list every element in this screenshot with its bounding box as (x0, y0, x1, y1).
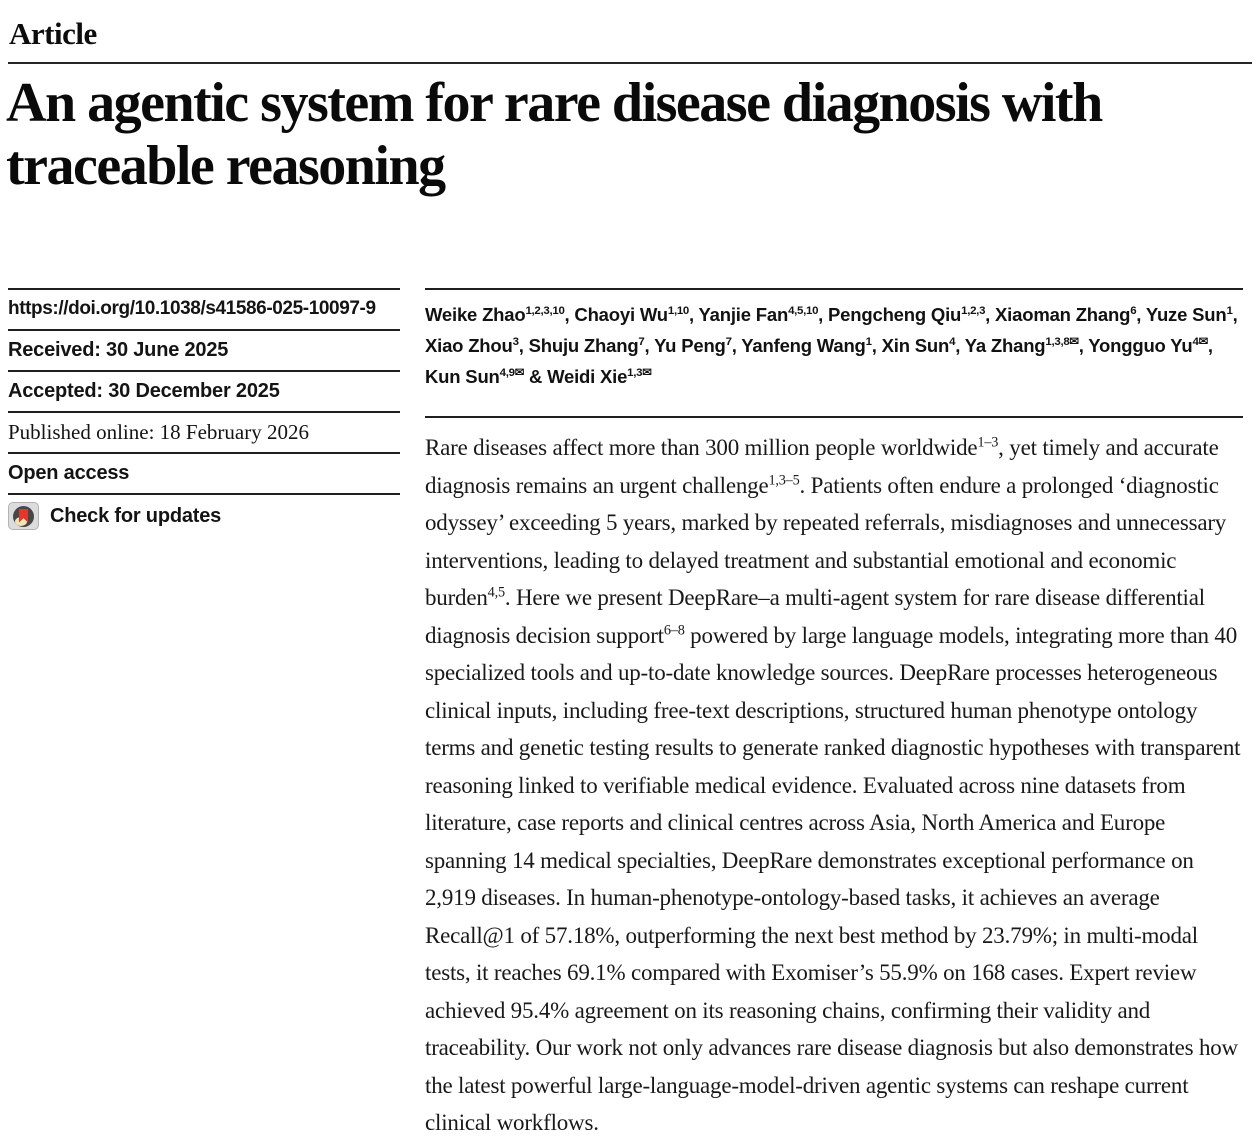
header-divider (8, 62, 1252, 64)
author-list: Weike Zhao$^{1,2,3,10}$, Chaoyi Wu$^{1,10}$, Yanjie Fan$^{4,5,10}$, Pengcheng Qiu$^{1,2,3}$, Xiaoman Zhang$^6$, Yuze Sun$^1$, Xiao Zhou$^3$, Shuju Zhang$^7$, Yu Peng$^7$, Yanfeng Wang$^1$, Xin Sun$^4$, Ya Zhang$^{1,3,8✉}$, Yongguo $Yu^{4✉}$, Kun Sun$^{4,9✉}$ & Weidi Xie$^{1,3✉}$ (425, 288, 1243, 392)
abstract-text: Rare diseases affect more than 300 million people worldwide$^{1-3}$, yet timely and accurate diagnosis remains an urgent challenge$^{1,3-5}$. Patients often endure a prolonged ‘diagnostic odyssey’ exceeding 5 years, marked by repeated referrals, misdiagnoses and unnecessary interventions, leading to delayed treatment and substantial emotional and economic burden$^{4,5}$. Here we present DeepRare–a multi-agent system for rare disease differential diagnosis decision support$^{6-8}$ powered by large language models, integrating more than 40 specialized tools and up-to-date knowledge sources. DeepRare processes heterogeneous clinical inputs, including free-text descriptions, structured human phenotype ontology terms and genetic testing results to generate ranked diagnostic hypotheses with transparent reasoning linked to verifiable medical evidence. Evaluated across nine datasets from literature, case reports and clinical centres across Asia, North America and Europe spanning 14 medical specialties, DeepRare demonstrates exceptional performance on 2,919 diseases. In human-phenotype-ontology-based tasks, it achieves an average Recall@1 of 57.18%, outperforming the next best method by 23.79%; in multi-modal tests, it reaches 69.1% compared with Exomiser’s 55.9% on 168 cases. Expert review achieved 95.4% agreement on its reasoning chains, confirming their validity and traceability. Our work not only advances rare disease diagnosis but also demonstrates how the latest powerful large-language-model-driven agentic systems can reshape current clinical workflows. (425, 416, 1243, 1142)
article-kicker: Article (9, 16, 97, 51)
received-date: Received: 30 June 2025 (8, 329, 400, 370)
published-online-date: Published online: 18 February 2026 (8, 411, 400, 452)
doi-link[interactable]: https://doi.org/10.1038/s41586-025-10097-9 (8, 288, 400, 329)
paper-title: An agentic system for rare disease diagnosis with traceable reasoning (6, 72, 1102, 197)
metadata-column (8, 288, 400, 539)
open-access-label: Open access (8, 452, 400, 493)
crossmark-icon (8, 502, 39, 530)
check-for-updates-label: Check for updates (50, 505, 222, 527)
accepted-date: Accepted: 30 December 2025 (8, 370, 400, 411)
check-for-updates-button[interactable] (8, 493, 400, 539)
